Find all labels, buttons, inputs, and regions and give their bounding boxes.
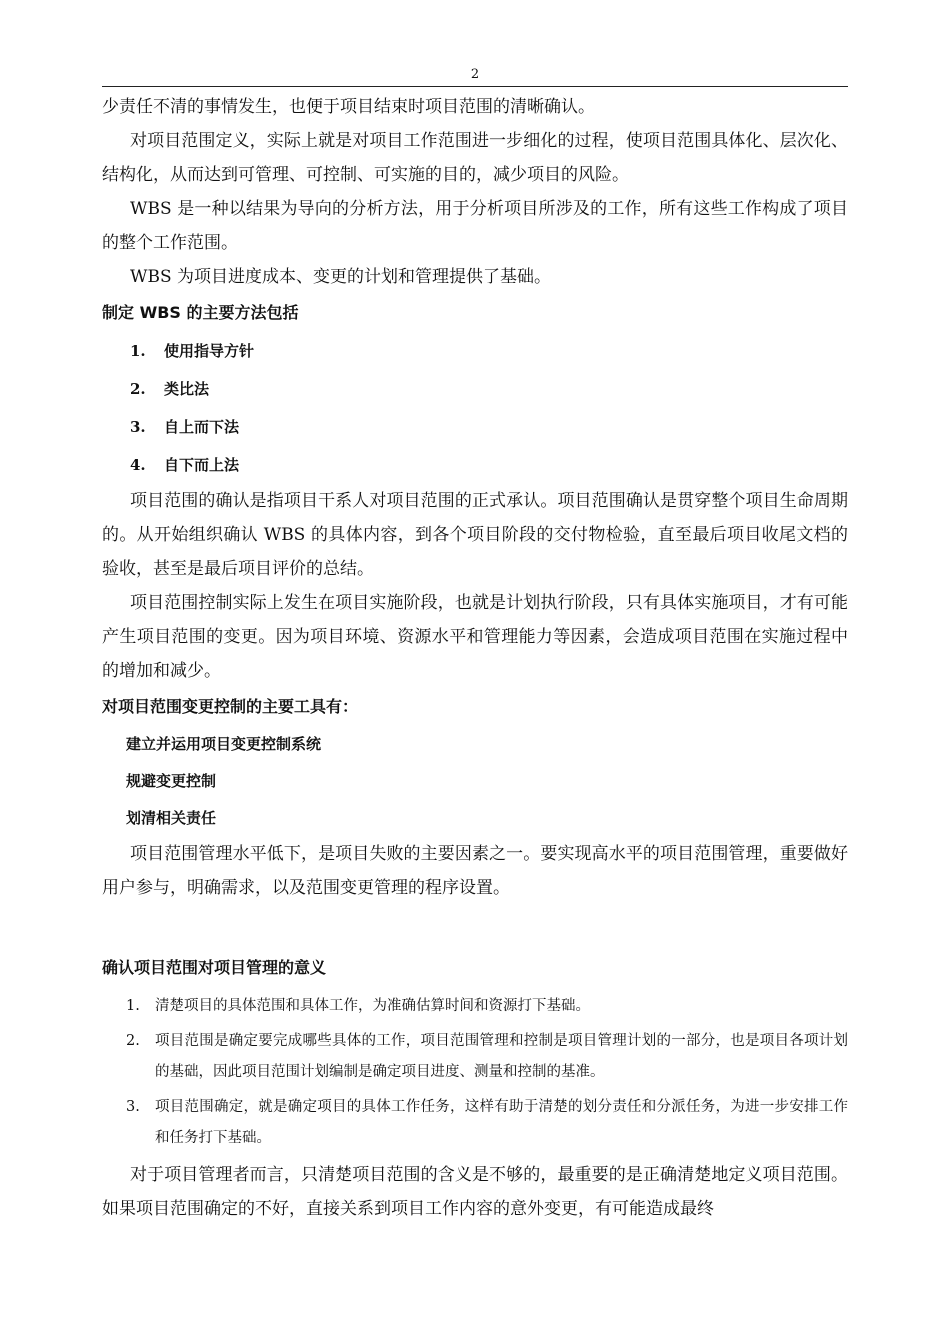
change-control-tools-list [102, 726, 848, 837]
paragraph: 少责任不清的事情发生，也便于项目结束时项目范围的清晰确认。 [102, 97, 595, 117]
paragraph: WBS 是一种以结果为导向的分析方法，用于分析项目所涉及的工作，所有这些工作构成了项目的整个工作范围。 [102, 199, 848, 253]
paragraph: 项目范围管理水平低下，是项目失败的主要因素之一。要实现高水平的项目范围管理，重要做好用户参与，明确需求，以及范围变更管理的程序设置。 [102, 844, 848, 898]
list-item: 建立并运用项目变更控制系统 [126, 735, 322, 753]
page-header [102, 66, 848, 87]
list-text: 清楚项目的具体范围和具体工作，为准确估算时间和资源打下基础。 [155, 998, 590, 1014]
list-item [102, 446, 848, 484]
list-text: 项目范围是确定要完成哪些具体的工作，项目范围管理和控制是项目管理计划的一部分，也是项目各项计划的基础，因此项目范围计划编制是确定项目进度、测量和控制的基准。 [155, 1033, 848, 1080]
list-number: 3. [130, 418, 146, 436]
paragraph: WBS 为项目进度成本、变更的计划和管理提供了基础。 [130, 267, 552, 287]
section-heading-significance: 确认项目范围对项目管理的意义 [102, 958, 327, 977]
list-text: 类比法 [164, 380, 210, 398]
list-text: 项目范围确定，就是确定项目的具体工作任务，这样有助于清楚的划分责任和分派任务，为进一步安排工作和任务打下基础。 [155, 1099, 848, 1146]
paragraph: 项目范围控制实际上发生在项目实施阶段，也就是计划执行阶段，只有具体实施项目，才有可能产生项目范围的变更。因为项目环境、资源水平和管理能力等因素，会造成项目范围在实施过程中的增加和减少。 [102, 593, 848, 681]
list-item [102, 370, 848, 408]
list-number: 4. [130, 456, 146, 474]
list-text: 自下而上法 [164, 456, 240, 474]
significance-list [102, 991, 848, 1154]
list-item [102, 408, 848, 446]
list-number: 3. [126, 1099, 140, 1115]
paragraph: 对于项目管理者而言，只清楚项目范围的含义是不够的，最重要的是正确清楚地定义项目范围。如果项目范围确定的不好，直接关系到项目工作内容的意外变更，有可能造成最终 [102, 1165, 848, 1219]
spacer [102, 905, 848, 949]
paragraph: 项目范围的确认是指项目干系人对项目范围的正式承认。项目范围确认是贯穿整个项目生命周期的。从开始组织确认 WBS 的具体内容，到各个项目阶段的交付物检验，直至最后项目收尾文档的验收，甚至是最后项目评价的总结。 [102, 491, 848, 579]
list-number: 2. [130, 380, 146, 398]
list-number: 2. [126, 1033, 140, 1049]
wbs-methods-list [102, 332, 848, 484]
document-body [102, 90, 848, 1226]
list-item [102, 991, 848, 1022]
list-item: 划清相关责任 [126, 809, 217, 827]
list-item [102, 1092, 848, 1154]
list-text: 自上而下法 [164, 418, 240, 436]
section-heading-change-control: 对项目范围变更控制的主要工具有： [102, 697, 359, 716]
list-item [102, 332, 848, 370]
page-number: 2 [470, 67, 480, 82]
paragraph: 对项目范围定义，实际上就是对项目工作范围进一步细化的过程，使项目范围具体化、层次化、结构化，从而达到可管理、可控制、可实施的目的，减少项目的风险。 [102, 131, 848, 185]
list-item [102, 1026, 848, 1088]
list-item: 规避变更控制 [126, 772, 217, 790]
list-number: 1. [126, 998, 140, 1014]
list-text: 使用指导方针 [164, 342, 255, 360]
list-number: 1. [130, 342, 146, 360]
section-heading-wbs-methods: 制定 WBS 的主要方法包括 [102, 303, 299, 322]
